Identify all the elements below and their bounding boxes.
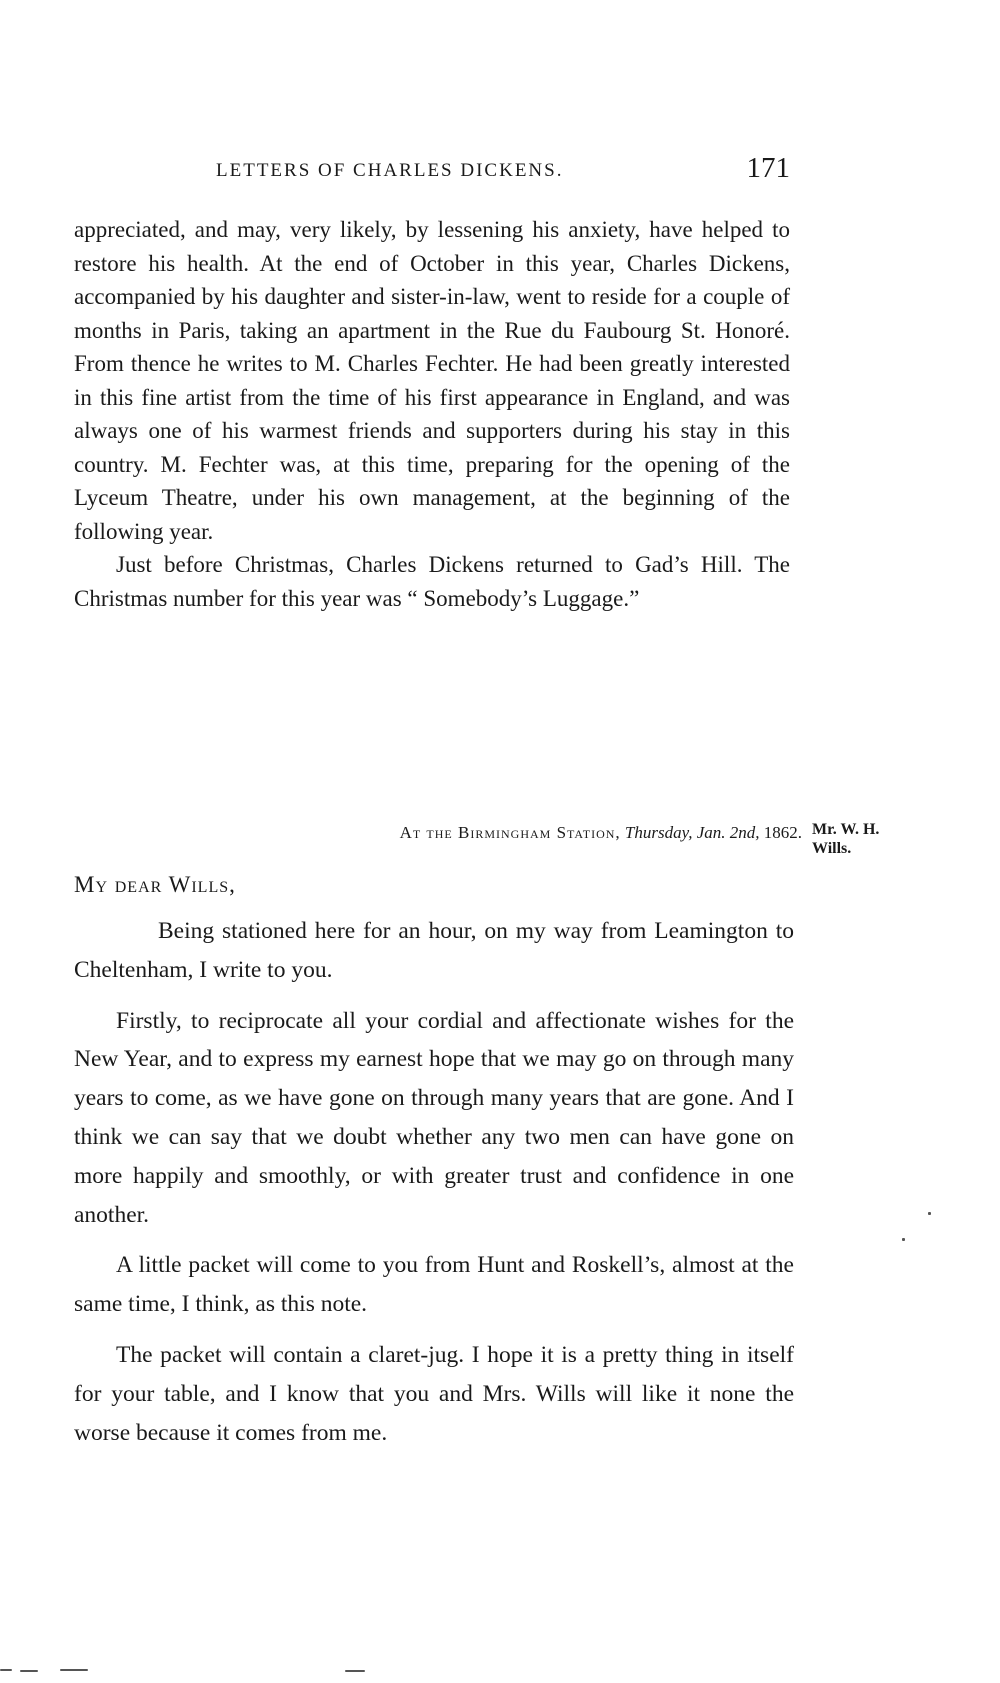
letter-dateline xyxy=(90,823,802,843)
page-number: 171 xyxy=(746,152,790,184)
intro-paragraph: Just before Christmas, Charles Dickens returned to Gad’s Hill. The Christmas number for this year was “ Somebody’s Luggage.” xyxy=(74,552,790,611)
scan-speck xyxy=(60,1669,88,1671)
letter-paragraph: Being stationed here for an hour, on my way from Leamington to Cheltenham, I write to you. xyxy=(74,918,794,983)
scan-speck xyxy=(345,1670,365,1672)
intro-text xyxy=(74,213,790,615)
scan-speck xyxy=(20,1670,38,1672)
scan-speck xyxy=(0,1669,12,1671)
dateline-place: At the Birmingham Station, xyxy=(399,823,621,842)
letter-salutation: My dear Wills, xyxy=(74,872,236,897)
letter-body xyxy=(74,912,794,1464)
scan-speck xyxy=(902,1238,905,1241)
running-title: LETTERS OF CHARLES DICKENS. xyxy=(216,160,564,181)
scan-speck xyxy=(928,1212,931,1215)
intro-paragraph: appreciated, and may, very likely, by lessening his anxiety, have helped to restore his health. At the end of October in this year, Charles Dickens, accompanied by his daughter and sister-in-law, went to reside for a couple of months in Paris, taking an apartment in the Rue du Faubourg St. Honoré. From thence he writes to M. Charles Fechter. He had been greatly interested in this fine artist from the time of his first appearance in England, and was always one of his warmest friends and supporters during his stay in this country. M. Fechter was, at this time, preparing for the opening of the Lyceum Theatre, under his own management, at the beginning of the following year. xyxy=(74,217,790,544)
letter-paragraph: A little packet will come to you from Hunt and Roskell’s, almost at the same time, I think, as this note. xyxy=(74,1252,794,1318)
dateline-year: 1862. xyxy=(763,823,802,842)
letter-paragraph: The packet will contain a claret-jug. I hope it is a pretty thing in itself for your table, and I know that you and Mrs. Wills will like it none the worse because it comes from me. xyxy=(74,1341,794,1446)
running-head xyxy=(70,152,790,198)
recipient-margin-note: Mr. W. H. Wills. xyxy=(812,821,880,857)
dateline-day: Thursday, Jan. 2nd, xyxy=(624,823,760,842)
letter-paragraph: Firstly, to reciprocate all your cordial and affectionate wishes for the New Year, and to express my earnest hope that we may go on through many years to come, as we have gone on through many years that are gone. And I think we can say that we doubt whether any two men can have gone on more happily and smoothly, or with greater trust and confidence in one another. xyxy=(74,1007,794,1228)
